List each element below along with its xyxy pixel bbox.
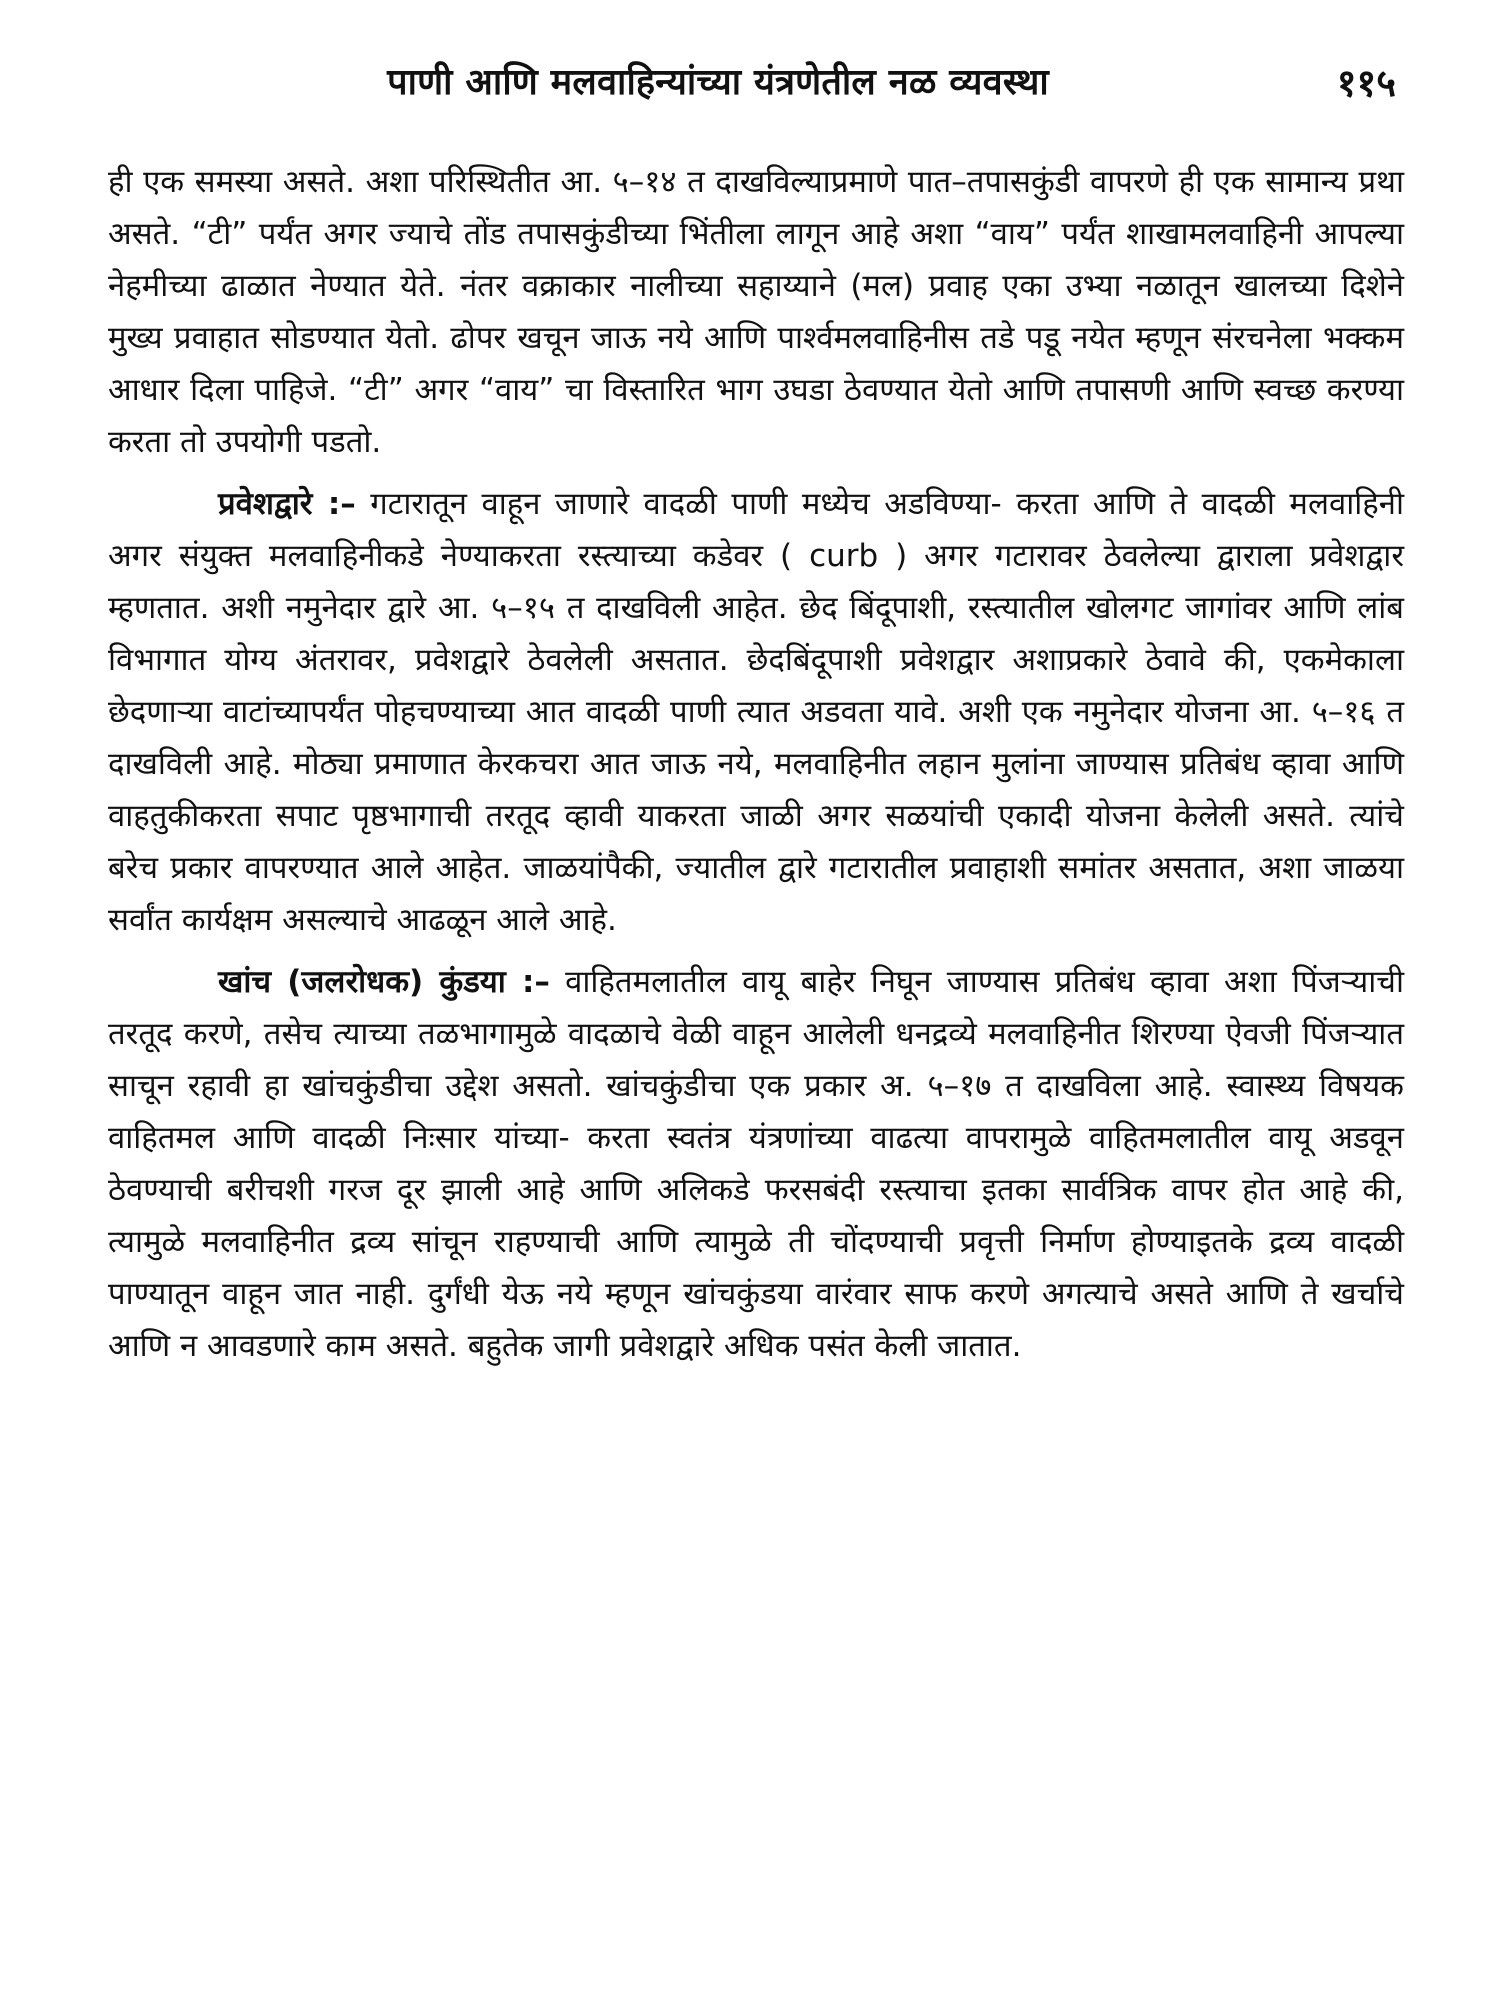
paragraph-1 [108, 156, 1404, 468]
paragraph-1-text: ही एक समस्या असते. अशा परिस्थितीत आ. ५–१४ त दाखविल्याप्रमाणे पात–तपासकुंडी वापरणे ही एक सामान्य प्रथा असते. “टी” पर्यंत अगर ज्याचे तोंड तपासकुंडीच्या भिंतीला लागून आहे अशा “वाय” पर्यंत शाखामलवाहिनी आपल्या नेहमीच्या ढाळात नेण्यात येते. नंतर वक्राकार नालीच्या सहाय्याने (मल) प्रवाह एका उभ्या नळातून खालच्या दिशेने मुख्य प्रवाहात सोडण्यात येतो. ढोपर खचून जाऊ नये आणि पार्श्वमलवाहिनीस तडे पडू नयेत म्हणून संरचनेला भक्कम आधार दिला पाहिजे. “टी” अगर “वाय” चा विस्तारित भाग उघडा ठेवण्यात येतो आणि तपासणी आणि स्वच्छ करण्या करता तो उपयोगी पडतो. [108, 164, 1404, 460]
paragraph-traps [108, 956, 1404, 1372]
page-header [108, 48, 1404, 118]
paragraph-inlets [108, 478, 1404, 946]
inlets-text: गटारातून वाहून जाणारे वादळी पाणी मध्येच अडविण्या- करता आणि ते वादळी मलवाहिनी अगर संयुक्त मलवाहिनीकडे नेण्याकरता रस्त्याच्या कडेवर ( curb ) अगर गटारावर ठेवलेल्या द्वाराला प्रवेशद्वार म्हणतात. अशी नमुनेदार द्वारे आ. ५–१५ त दाखविली आहेत. छेद बिंदूपाशी, रस्त्यातील खोलगट जागांवर आणि लांब विभागात योग्य अंतरावर, प्रवेशद्वारे ठेवलेली असतात. छेदबिंदूपाशी प्रवेशद्वार अशाप्रकारे ठेवावे की, एकमेकाला छेदणाऱ्या वाटांच्यापर्यंत पोहचण्याच्या आत वादळी पाणी त्यात अडवता यावे. अशी एक नमुनेदार योजना आ. ५–१६ त दाखविली आहे. मोठ्या प्रमाणात केरकचरा आत जाऊ नये, मलवाहिनीत लहान मुलांना जाण्यास प्रतिबंध व्हावा आणि वाहतुकीकरता सपाट पृष्ठभागाची तरतूद व्हावी याकरता जाळी अगर सळयांची एकादी योजना केलेली असते. त्यांचे बरेच प्रकार वापरण्यात आले आहेत. जाळयांपैकी, ज्यातील द्वारे गटारातील प्रवाहाशी समांतर असतात, अशा जाळया सर्वांत कार्यक्षम असल्याचे आढळून आले आहे. [108, 486, 1404, 938]
inlets-heading: प्रवेशद्वारे :– [218, 486, 356, 522]
page-number: ११५ [1336, 61, 1396, 105]
traps-heading: खांच (जलरोधक) कुंडया :– [218, 964, 550, 1000]
traps-text: वाहितमलातील वायू बाहेर निघून जाण्यास प्रतिबंध व्हावा अशा पिंजऱ्याची तरतूद करणे, तसेच त्याच्या तळभागामुळे वादळाचे वेळी वाहून आलेली धनद्रव्ये मलवाहिनीत शिरण्या ऐवजी पिंजऱ्यात साचून रहावी हा खांचकुंडीचा उद्देश असतो. खांचकुंडीचा एक प्रकार अ. ५–१७ त दाखविला आहे. स्वास्थ्य विषयक वाहितमल आणि वादळी निःसार यांच्या- करता स्वतंत्र यंत्रणांच्या वाढत्या वापरामुळे वाहितमलातील वायू अडवून ठेवण्याची बरीचशी गरज दूर झाली आहे आणि अलिकडे फरसबंदी रस्त्याचा इतका सार्वत्रिक वापर होत आहे की, त्यामुळे मलवाहिनीत द्रव्य सांचून राहण्याची आणि त्यामुळे ती चोंदण्याची प्रवृत्ती निर्माण होण्याइतके द्रव्य वादळी पाण्यातून वाहून जात नाही. दुर्गंधी येऊ नये म्हणून खांचकुंडया वारंवार साफ करणे अगत्याचे असते आणि ते खर्चाचे आणि न आवडणारे काम असते. बहुतेक जागी प्रवेशद्वारे अधिक पसंत केली जातात. [108, 964, 1404, 1364]
running-title: पाणी आणि मलवाहिन्यांच्या यंत्रणेतील नळ व्यवस्था [387, 62, 1049, 103]
